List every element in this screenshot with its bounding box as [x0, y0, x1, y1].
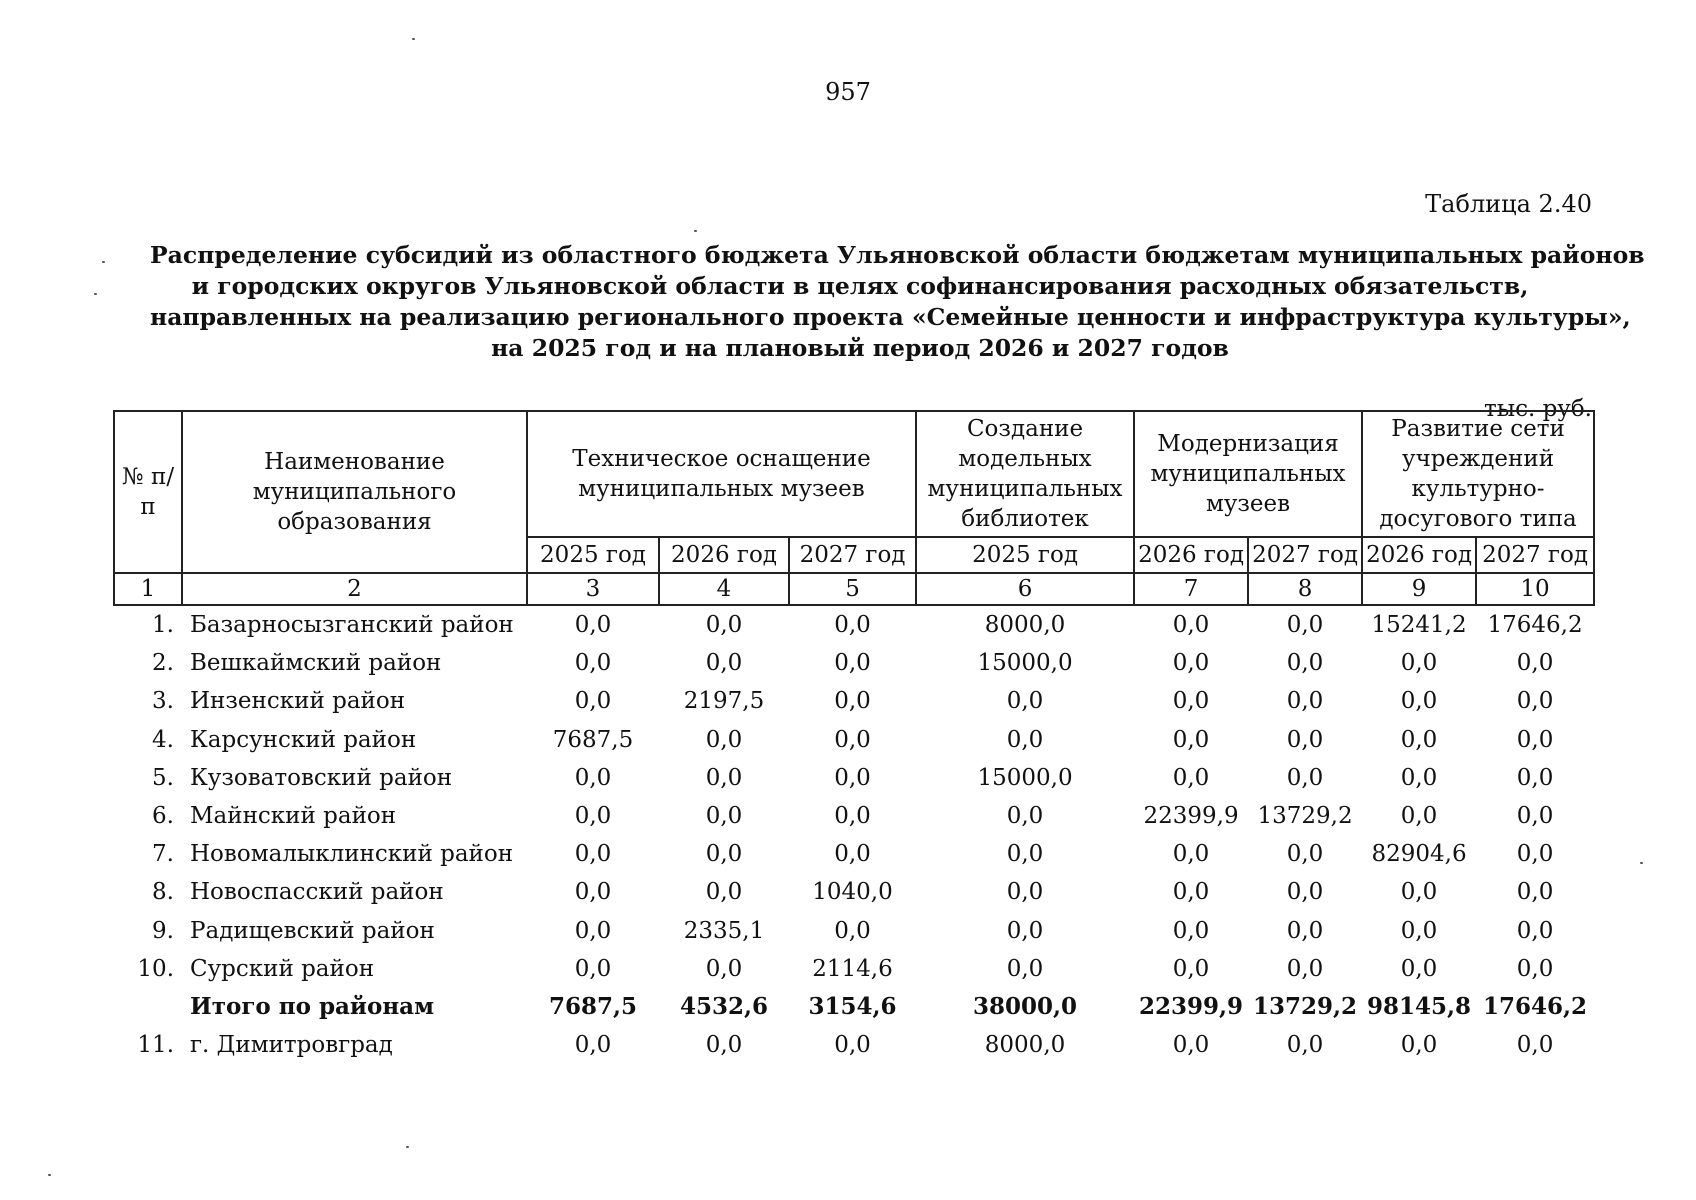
header-year: 2027 год	[1476, 537, 1594, 573]
value-cell: 0,0	[1400, 879, 1438, 906]
value-cell: 0,0	[705, 764, 743, 791]
value-cell: 2335,1	[683, 917, 765, 944]
value-cell: 0,0	[1286, 650, 1324, 677]
header-year: 2027 год	[1248, 537, 1362, 573]
row-number: 4.	[152, 726, 174, 753]
value-cell: 0,0	[705, 726, 743, 753]
table-row	[114, 835, 1594, 873]
value-cell: 0,0	[834, 917, 871, 944]
value-cell: 0,0	[574, 764, 612, 791]
value-cell: 4532,6	[679, 993, 769, 1021]
value-cell: 0,0	[1172, 841, 1210, 868]
value-cell: 15000,0	[977, 650, 1073, 677]
header-museum-modernization: Модернизация муниципальных музеев	[1134, 411, 1362, 537]
value-cell: 8000,0	[984, 1032, 1066, 1059]
value-cell: 0,0	[1172, 1032, 1210, 1059]
value-cell: 0,0	[705, 1032, 743, 1059]
title-line: направленных на реализацию регионального проекта «Семейные ценности и инфраструктура культуры»,	[150, 303, 1631, 331]
municipality-name: Вешкаймский район	[190, 650, 442, 677]
value-cell: 0,0	[834, 612, 871, 638]
value-cell: 2114,6	[812, 955, 893, 982]
value-cell: 1040,0	[812, 879, 893, 906]
value-cell: 0,0	[1006, 688, 1044, 715]
table-row	[114, 873, 1594, 911]
row-number: 2.	[152, 650, 174, 677]
municipality-name: Радищевский район	[190, 917, 435, 944]
header-cultural-network: Развитие сети учреждений культурно-досугового типа	[1362, 411, 1594, 537]
column-number: 2	[182, 573, 527, 605]
row-number: 9.	[152, 917, 174, 944]
column-number: 9	[1362, 573, 1476, 605]
value-cell: 13729,2	[1257, 803, 1353, 830]
value-cell: 0,0	[1286, 1032, 1324, 1059]
value-cell: 3154,6	[808, 993, 897, 1021]
value-cell: 0,0	[1006, 917, 1044, 944]
value-cell: 7687,5	[552, 726, 634, 753]
table-row	[114, 759, 1594, 797]
scan-speck	[694, 230, 697, 232]
value-cell: 0,0	[1172, 764, 1210, 791]
municipality-name: Инзенский район	[190, 688, 406, 715]
column-number: 1	[114, 573, 182, 605]
column-number: 7	[1134, 573, 1248, 605]
page-number: 957	[825, 78, 871, 106]
value-cell: 0,0	[574, 917, 612, 944]
header-year: 2027 год	[789, 537, 916, 573]
row-number: 3.	[152, 688, 174, 715]
value-cell: 0,0	[834, 688, 871, 715]
value-cell: 0,0	[834, 726, 871, 753]
value-cell: 0,0	[574, 955, 612, 982]
value-cell: 0,0	[1172, 955, 1210, 982]
header-year: 2025 год	[527, 537, 659, 573]
value-cell: 0,0	[1006, 841, 1044, 868]
scan-speck	[1640, 862, 1643, 864]
value-cell: 17646,2	[1483, 993, 1588, 1021]
value-cell: 0,0	[1516, 1032, 1554, 1059]
municipality-name: Карсунский район	[190, 726, 417, 753]
value-cell: 22399,9	[1139, 993, 1244, 1021]
header-number: № п/п	[114, 411, 182, 573]
value-cell: 0,0	[1006, 955, 1044, 982]
value-cell: 0,0	[1516, 917, 1554, 944]
value-cell: 22399,9	[1143, 803, 1239, 830]
municipality-name: Новомалыклинский район	[190, 841, 514, 868]
value-cell: 82904,6	[1371, 841, 1467, 868]
header-model-libraries: Создание модельных муниципальных библиотек	[916, 411, 1134, 537]
scan-speck	[412, 38, 415, 40]
total-row	[114, 988, 1594, 1026]
value-cell: 0,0	[1172, 726, 1210, 753]
table-row	[114, 912, 1594, 950]
value-cell: 0,0	[1172, 688, 1210, 715]
value-cell: 0,0	[574, 688, 612, 715]
value-cell: 0,0	[834, 764, 871, 791]
table-row	[114, 1026, 1594, 1064]
value-cell: 0,0	[1172, 879, 1210, 906]
value-cell: 15241,2	[1371, 612, 1467, 638]
value-cell: 0,0	[1400, 1032, 1438, 1059]
value-cell: 0,0	[1516, 879, 1554, 906]
scan-speck	[48, 1174, 51, 1176]
row-number: 7.	[152, 841, 174, 868]
value-cell: 0,0	[1400, 726, 1438, 753]
value-cell: 0,0	[1400, 764, 1438, 791]
municipality-name: Базарносызганский район	[190, 612, 514, 638]
row-number: 10.	[137, 955, 174, 982]
header-year: 2025 год	[916, 537, 1134, 573]
value-cell: 8000,0	[984, 612, 1066, 638]
value-cell: 0,0	[1516, 688, 1554, 715]
value-cell: 17646,2	[1487, 612, 1583, 638]
value-cell: 0,0	[1172, 612, 1210, 638]
title-line: на 2025 год и на плановый период 2026 и 2027 годов	[491, 334, 1229, 362]
value-cell: 0,0	[574, 879, 612, 906]
value-cell: 0,0	[705, 803, 743, 830]
header-year: 2026 год	[1362, 537, 1476, 573]
value-cell: 0,0	[1286, 726, 1324, 753]
value-cell: 0,0	[834, 1032, 871, 1059]
table-row	[114, 605, 1594, 644]
title-line: и городских округов Ульяновской области в целях софинансирования расходных обязательств,	[191, 272, 1529, 300]
column-number: 10	[1476, 573, 1594, 605]
municipality-name: Сурский район	[190, 955, 375, 982]
value-cell: 0,0	[1516, 650, 1554, 677]
value-cell: 0,0	[1172, 917, 1210, 944]
table-body	[114, 605, 1594, 1064]
value-cell: 0,0	[1286, 917, 1324, 944]
row-number: 6.	[152, 803, 174, 830]
row-number: 11.	[137, 1032, 174, 1059]
value-cell: 0,0	[1006, 803, 1044, 830]
column-number: 8	[1248, 573, 1362, 605]
scan-speck	[94, 293, 97, 295]
municipality-name: Кузоватовский район	[190, 764, 453, 791]
value-cell: 0,0	[1006, 726, 1044, 753]
value-cell: 0,0	[705, 841, 743, 868]
header-museum-equipment: Техническое оснащение муниципальных музеев	[527, 411, 916, 537]
value-cell: 0,0	[1516, 764, 1554, 791]
value-cell: 0,0	[1400, 803, 1438, 830]
value-cell: 0,0	[1286, 879, 1324, 906]
value-cell: 0,0	[1286, 612, 1324, 638]
value-cell: 0,0	[1400, 955, 1438, 982]
column-number: 4	[659, 573, 789, 605]
table-row	[114, 950, 1594, 988]
units-label: тыс. руб.	[1484, 396, 1592, 422]
value-cell: 0,0	[834, 803, 871, 830]
value-cell: 0,0	[1286, 764, 1324, 791]
value-cell: 0,0	[1516, 841, 1554, 868]
row-number: 1.	[152, 612, 174, 638]
column-number: 3	[527, 573, 659, 605]
subsidy-table	[113, 410, 1595, 1064]
value-cell: 0,0	[1286, 955, 1324, 982]
table-row	[114, 797, 1594, 835]
column-number: 5	[789, 573, 916, 605]
municipality-name: Майнский район	[190, 803, 397, 830]
value-cell: 0,0	[574, 803, 612, 830]
header-municipality: Наименование муниципального образования	[182, 411, 527, 573]
title-line: Распределение субсидий из областного бюджета Ульяновской области бюджетам муниципальных районов	[150, 241, 1645, 269]
municipality-name: Итого по районам	[190, 993, 435, 1021]
municipality-name: г. Димитровград	[190, 1032, 393, 1059]
value-cell: 0,0	[705, 650, 743, 677]
table-row	[114, 682, 1594, 720]
document-title	[150, 240, 1645, 364]
value-cell: 0,0	[1516, 803, 1554, 830]
value-cell: 0,0	[574, 612, 612, 638]
municipality-name: Новоспасский район	[190, 879, 444, 906]
value-cell: 0,0	[1400, 688, 1438, 715]
value-cell: 0,0	[834, 650, 871, 677]
value-cell: 0,0	[574, 1032, 612, 1059]
value-cell: 0,0	[574, 841, 612, 868]
value-cell: 2197,5	[683, 688, 765, 715]
scan-speck	[102, 261, 105, 263]
value-cell: 0,0	[1516, 726, 1554, 753]
value-cell: 0,0	[574, 650, 612, 677]
value-cell: 13729,2	[1253, 993, 1358, 1021]
header-year: 2026 год	[659, 537, 789, 573]
value-cell: 38000,0	[973, 993, 1078, 1021]
value-cell: 0,0	[1286, 841, 1324, 868]
row-number: 8.	[152, 879, 174, 906]
value-cell: 0,0	[1400, 650, 1438, 677]
value-cell: 0,0	[705, 955, 743, 982]
table-row	[114, 721, 1594, 759]
row-number: 5.	[152, 764, 174, 791]
value-cell: 7687,5	[548, 993, 638, 1021]
value-cell: 98145,8	[1367, 993, 1472, 1021]
value-cell: 0,0	[1400, 917, 1438, 944]
value-cell: 15000,0	[977, 764, 1073, 791]
scan-speck	[406, 1146, 409, 1148]
value-cell: 0,0	[1286, 688, 1324, 715]
header-year: 2026 год	[1134, 537, 1248, 573]
value-cell: 0,0	[834, 841, 871, 868]
row-number	[114, 988, 182, 1026]
value-cell: 0,0	[705, 879, 743, 906]
value-cell: 0,0	[1516, 955, 1554, 982]
table-row	[114, 644, 1594, 682]
table-label: Таблица 2.40	[1425, 190, 1592, 218]
value-cell: 0,0	[1006, 879, 1044, 906]
value-cell: 0,0	[1172, 650, 1210, 677]
column-number: 6	[916, 573, 1134, 605]
value-cell: 0,0	[705, 612, 743, 638]
